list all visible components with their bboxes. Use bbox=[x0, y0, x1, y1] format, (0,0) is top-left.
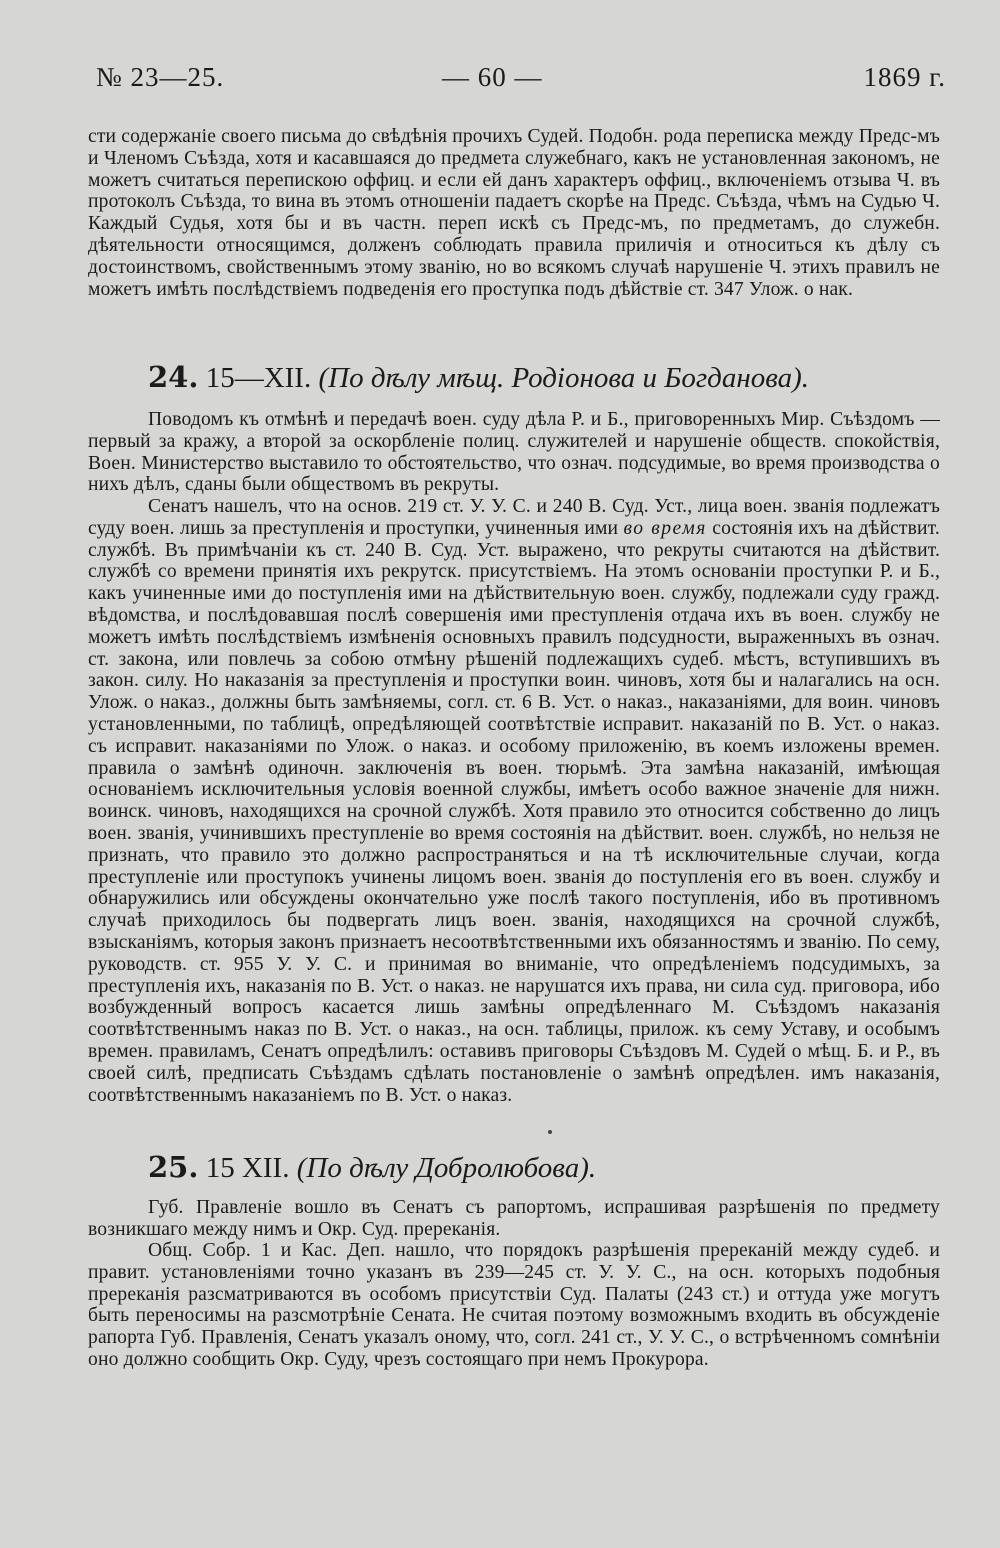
paragraph-24-intro: Поводомъ къ отмѣнѣ и передачѣ воен. суду дѣла Р. и Б., приговоренныхъ Мир. Съѣздомъ — первый за кражу, а второй за оскорбленіе полиц. служителей и нарушеніе обществ. спокойствія, Воен. Министерство выставило то обстоятельство, что означ. подсудимые, во время производства о нихъ дѣлъ, сданы были обществомъ въ рекруты. bbox=[88, 409, 940, 496]
section-case-title: (По дѣлу Добролюбова). bbox=[296, 1152, 597, 1184]
section-heading-24 bbox=[148, 360, 948, 395]
paragraph-continuation: сти содержаніе своего письма до свѣдѣнія прочихъ Судей. Подобн. рода переписка между Предс-мъ и Членомъ Съѣзда, хотя и касавшаяся до предмета служебнаго, какъ не установленная закономъ, не можетъ считаться перепискою оффиц. и если ей данъ характеръ оффиц., включеніемъ отзыва Ч. въ протоколъ Съѣзда, то вина въ этомъ отношеніи падаетъ скорѣе на Предс. Съѣзда, чѣмъ на Судью Ч. Каждый Судья, хотя бы и въ частн. переп искѣ съ Предс-мъ, по предметамъ, до служебн. дѣятельности относящимся, долженъ соблюдать правила приличія и относиться къ дѣлу съ достоинствомъ, свойственнымъ этому званію, но во всякомъ случаѣ нарушеніе Ч. этихъ правилъ не можетъ имѣть послѣдствіемъ подведенія его проступка подъ дѣйствіе ст. 347 Улож. о нак. bbox=[88, 126, 940, 300]
page-header bbox=[96, 62, 946, 98]
header-issue-numbers: № 23—25. bbox=[96, 62, 225, 92]
header-page-number: — 60 — bbox=[442, 62, 543, 92]
paragraph-24-decision-part1: Сенатъ нашелъ, что на основ. 219 ст. У. У. С. и 240 В. Суд. Уст., лица воен. званія подлежатъ суду воен. лишь за преступленія и проступки, учиненныя ими bbox=[88, 496, 940, 539]
header-year: 1869 г. bbox=[863, 62, 946, 92]
section-number: 24. bbox=[148, 360, 199, 394]
paragraph-24-decision-part2: состоянія ихъ на дѣйствит. службѣ. Въ примѣчаніи къ ст. 240 В. Суд. Уст. выражено, что рекруты считаются на дѣйствит. службѣ со времени принятія ихъ рекрутск. присутствіемъ. На этомъ основаніи проступки Р. и Б., какъ учиненные ими до поступленія ими на дѣйствительную воен. службу, подлежали суду гражд. вѣдомства, и послѣдовавшая послѣ совершенія ими преступленія отдача ихъ въ воен. службу не можетъ имѣть послѣдствіемъ измѣненія основныхъ правилъ подсудности, выраженныхъ въ означ. ст. закона, или повлечь за собою отмѣну рѣшеній подлежащихъ судеб. мѣстъ, вступившихъ въ закон. силу. Но наказанія за преступленія и проступки воин. чиновъ, хотя бы и налагались на осн. Улож. о наказ., должны быть замѣняемы, согл. ст. 6 В. Уст. о наказ., наказаніями, для воин. чиновъ установленными, по таблицѣ, опредѣляющей соотвѣтствіе исправит. наказаній по В. Уст. о наказ. съ исправит. наказаніями по Улож. о наказ. и особому приложенію, въ коемъ изложены времен. правила о замѣнѣ одиночн. заключенія въ воен. тюрьмѣ. Эта замѣна наказаній, имѣющая основаніемъ исключительныя условія военной службы, имѣетъ особо важное значеніе для нижн. воинск. чиновъ, находящихся на срочной службѣ. Хотя правило это относится собственно до лицъ воен. званія, учинившихъ преступленіе во время состоянія на дѣйствит. воен. службѣ, но нельзя не признать, что правило это должно распространяться и на тѣ исключительные случаи, когда преступленіе или проступокъ учинены лицомъ воен. званія до поступленія его въ воен. службу и обнаружились или обсуждены окончательно уже послѣ такого поступленія, ибо въ противномъ случаѣ приходилось бы подвергать лицъ воен. званія, находящихся на срочной службѣ, взысканіямъ, которыя законъ признаетъ несоотвѣтственными ихъ обязанностямъ и званію. По сему, руководств. ст. 955 У. У. С. и принимая во вниманіе, что опредѣленіемъ подсудимыхъ, за преступленія ихъ, наказанія по В. Уст. о наказ. не нарушатся ихъ права, ни сила суд. приговора, ибо возбужденный вопросъ касается лишь замѣны опредѣленнаго М. Съѣздомъ наказанія соотвѣтственнымъ наказ по В. Уст. о наказ., на осн. таблицы, прилож. къ сему Уставу, и особымъ времен. правиламъ, Сенатъ опредѣлилъ: оставивъ приговоры Съѣздовъ М. Судей о мѣщ. Б. и Р., въ своей силѣ, предписать Съѣздамъ сдѣлать постановленіе о замѣнѣ опредѣлен. имъ наказанія, соотвѣтственнымъ наказаніемъ по В. Уст. о наказ. bbox=[88, 517, 940, 1106]
section-date: 15—XII. bbox=[205, 362, 312, 394]
section-case-title: (По дѣлу мѣщ. Родіонова и Богданова). bbox=[318, 362, 810, 394]
ink-speck bbox=[548, 1130, 552, 1134]
section-date: 15 XII. bbox=[205, 1152, 290, 1184]
emphasis-during-time: во время bbox=[623, 517, 707, 539]
paragraph-25-intro: Губ. Правленіе вошло въ Сенатъ съ рапортомъ, испрашивая разрѣшенія по предмету возникшаго между нимъ и Окр. Суд. пререканія. bbox=[88, 1197, 940, 1240]
paragraph-25-decision: Общ. Собр. 1 и Кас. Деп. нашло, что порядокъ разрѣшенія пререканій между судеб. и правит. установленіями точно указанъ въ 239—245 ст. У. У. С., на осн. которыхъ подобныя пререканія разсматриваются въ особомъ присутствіи Суд. Палаты (243 ст.) и оттуда уже могутъ быть переносимы на разсмотрѣніе Сената. Не считая поэтому возможнымъ входить въ обсужденіе рапорта Губ. Правленія, Сенатъ указалъ оному, что, согл. 241 ст., У. У. С., о встрѣченномъ сомнѣніи оно должно сообщить Окр. Суду, чрезъ состоящаго при немъ Прокурора. bbox=[88, 1240, 940, 1370]
section-heading-25 bbox=[148, 1150, 948, 1185]
paragraph-24-decision bbox=[88, 496, 940, 1106]
section-number: 25. bbox=[148, 1150, 199, 1184]
